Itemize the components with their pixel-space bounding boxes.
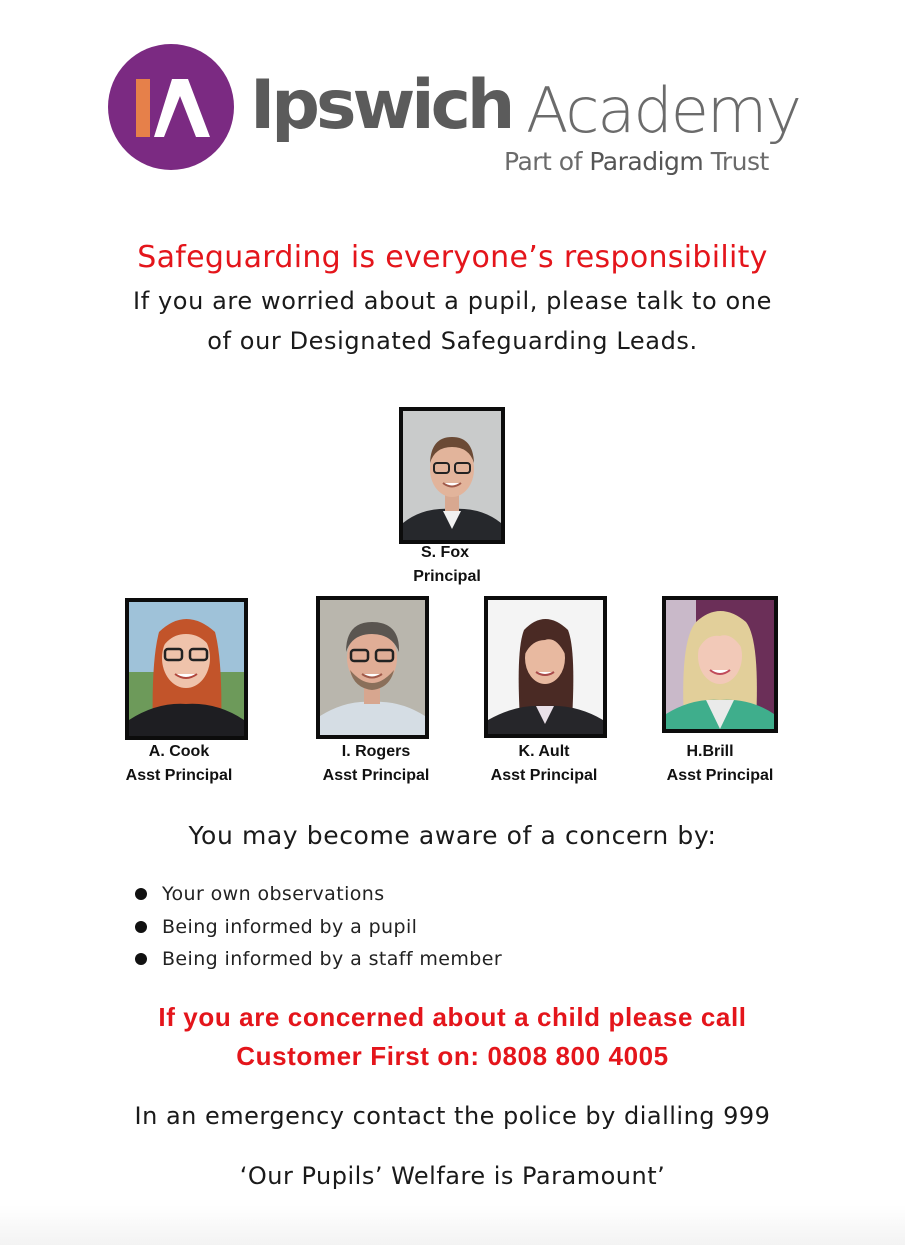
lead-name: A. Cook [148,743,210,760]
list-item [135,911,502,944]
tagline: Safeguarding is everyone’s responsibility [137,240,768,275]
logo-trust-name: Paradigm [589,147,704,176]
concern-list [135,878,502,976]
intro-line-2: of our Designated Safeguarding Leads. [207,327,698,355]
lead-photo-k-ault [484,596,607,738]
ipswich-academy-logo-icon [108,44,234,170]
person-portrait-icon [320,600,425,735]
logo-trust-prefix: Part of [504,147,582,176]
bullet-icon [135,888,147,900]
lead-role: Asst Principal [322,767,430,784]
lead-caption-k-ault [482,740,606,788]
lead-name: K. Ault [518,743,570,760]
logo-academy: Academy [526,74,800,147]
motto: ‘Our Pupils’ Welfare is Paramount’ [239,1162,666,1190]
list-item-text: Being informed by a staff member [162,948,503,970]
list-item-text: Your own observations [162,883,385,905]
principal-caption [382,541,508,589]
person-portrait-icon [488,600,603,734]
lead-caption-i-rogers [314,740,438,788]
bullet-icon [135,953,147,965]
lead-name: H.Brill [686,743,734,760]
principal-name: S. Fox [420,544,469,561]
call-line-1: If you are concerned about a child please call [158,1002,747,1032]
person-portrait-icon [129,602,244,736]
lead-name: I. Rogers [341,743,411,760]
person-portrait-icon [403,411,501,540]
logo-trust-line [504,149,769,174]
lead-caption-a-cook [120,740,238,788]
logo-trust-suffix: Trust [710,147,769,176]
call-line-2: Customer First on: 0808 800 4005 [236,1041,669,1071]
lead-role: Asst Principal [666,767,774,784]
emergency-note: In an emergency contact the police by dialling 999 [134,1102,771,1130]
page-bottom-shadow [0,1205,905,1245]
logo-name: Ipswich [250,66,512,145]
list-item-text: Being informed by a pupil [162,915,418,938]
principal-photo [399,407,505,544]
lead-role: Asst Principal [125,767,233,784]
bullet-icon [135,921,147,933]
lead-photo-i-rogers [316,596,429,739]
principal-role: Principal [413,568,481,585]
lead-photo-h-brill [662,596,778,733]
intro-line-1: If you are worried about a pupil, please talk to one [133,287,772,315]
lead-photo-a-cook [125,598,248,740]
lead-role: Asst Principal [490,767,598,784]
lead-caption-h-brill [660,740,780,788]
list-item [135,943,502,976]
person-portrait-icon [666,600,774,729]
list-item [135,878,502,911]
concern-heading: You may become aware of a concern by: [188,821,717,850]
